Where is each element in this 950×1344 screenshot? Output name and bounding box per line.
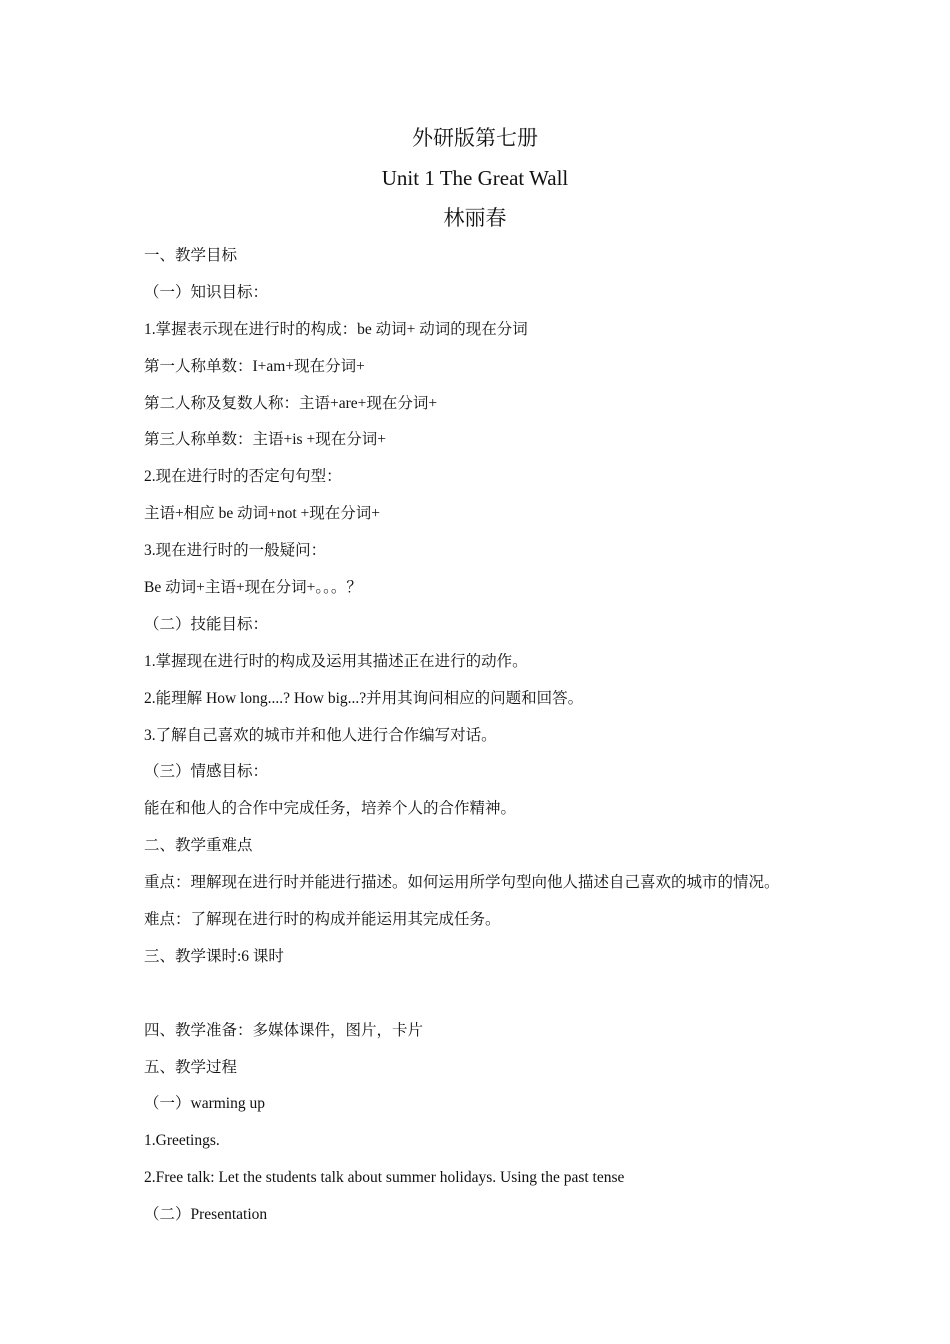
subsection-knowledge-goals: （一）知识目标： (144, 283, 269, 301)
body-text-line: 第一人称单数：I+am+现在分词+ (144, 357, 365, 375)
body-text-line: 3.现在进行时的一般疑问： (144, 542, 327, 560)
body-text-line: 第三人称单数：主语+is +现在分词+ (144, 431, 386, 449)
author-name: 林丽春 (443, 206, 507, 230)
subsection-warming-up: （一）warming up (144, 1095, 265, 1113)
body-text-line: 第二人称及复数人称：主语+are+现在分词+ (144, 394, 438, 412)
section-heading-procedure: 五、教学过程 (144, 1058, 238, 1076)
body-text-line: 1.Greetings. (144, 1132, 220, 1150)
body-text-line: 2.能理解 How long....? How big...?并用其询问相应的问题和回答。 (144, 689, 584, 707)
unit-title: Unit 1 The Great Wall (381, 166, 569, 190)
subsection-skill-goals: （二）技能目标： (144, 615, 269, 633)
document-body (144, 238, 844, 1234)
body-text-line: 3.了解自己喜欢的城市并和他人进行合作编写对话。 (144, 726, 497, 744)
subsection-presentation: （二）Presentation (144, 1206, 268, 1224)
body-text-line: 1.掌握表示现在进行时的构成：be 动词+ 动词的现在分词 (144, 320, 528, 338)
body-text-line: 难点：了解现在进行时的构成并能运用其完成任务。 (144, 911, 501, 929)
body-text-line: 主语+相应 be 动词+not +现在分词+ (144, 505, 381, 523)
blank-line (144, 976, 844, 1013)
body-text-line: 2.现在进行时的否定句句型： (144, 468, 342, 486)
body-text-line: 2.Free talk: Let the students talk about summer holidays. Using the past tense (144, 1169, 625, 1187)
section-heading-class-hours: 三、教学课时:6 课时 (144, 947, 284, 965)
section-heading-preparation: 四、教学准备：多媒体课件，图片，卡片 (144, 1021, 424, 1039)
section-heading-key-points: 二、教学重难点 (144, 837, 253, 855)
body-text-line: 能在和他人的合作中完成任务，培养个人的合作精神。 (144, 800, 517, 818)
body-text-line: Be 动词+主语+现在分词+。。。？ (144, 579, 362, 597)
body-text-line: 重点：理解现在进行时并能进行描述。如何运用所学句型向他人描述自己喜欢的城市的情况。 (144, 874, 780, 892)
book-title: 外研版第七册 (412, 126, 538, 150)
section-heading-objectives: 一、教学目标 (144, 247, 238, 264)
body-text-line: 1.掌握现在进行时的构成及运用其描述正在进行的动作。 (144, 652, 528, 670)
subsection-emotional-goals: （三）情感目标： (144, 763, 269, 781)
title-block (0, 118, 950, 238)
